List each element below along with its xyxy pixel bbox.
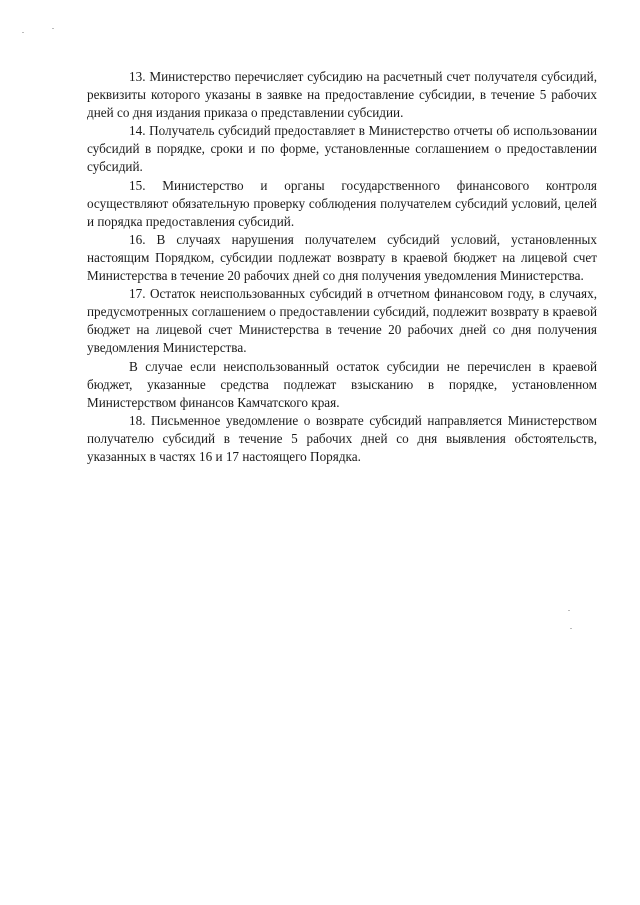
paragraph-13: 13. Министерство перечисляет субсидию на расчетный счет получателя субсидий, реквизиты которого указаны в заявке на предоставление субсидии, в течение 5 рабочих дней со дня издания приказа о представлении субсидии. [87,69,597,121]
scan-speck [52,28,54,29]
paragraph-18: 18. Письменное уведомление о возврате субсидий направляется Министерством получателю субсидий в течение 5 рабочих дней со дня выявления обстоятельств, указанных в частях 16 и 17 настоящего Порядка. [87,412,597,464]
paragraph-17: 17. Остаток неиспользованных субсидий в отчетном финансовом году, в случаях, предусмотренных соглашением о предоставлении субсидий, подлежит возврату в краевой бюджет на лицевой счет Министерства в течение 20 рабочих дней со дня получения уведомления Министерства. [87,286,597,356]
paragraph-14: 14. Получатель субсидий предоставляет в Министерство отчеты об использовании субсидий в порядке, сроки и по форме, установленные соглашением о предоставлении субсидий. [87,123,597,175]
scan-speck [568,610,570,611]
document-body [87,68,597,466]
scan-speck [570,628,572,629]
paragraph-17-continuation: В случае если неиспользованный остаток субсидии не перечислен в краевой бюджет, указанные средства подлежат взысканию в порядке, установленном Министерством финансов Камчатского края. [87,358,597,410]
paragraph-15: 15. Министерство и органы государственного финансового контроля осуществляют обязательную проверку соблюдения получателем субсидий условий, целей и порядка предоставления субсидий. [87,177,597,229]
scan-speck [22,32,24,33]
paragraph-16: 16. В случаях нарушения получателем субсидий условий, установленных настоящим Порядком, субсидии подлежат возврату в краевой бюджет на лицевой счет Министерства в течение 20 рабочих дней со дня получения уведомления Министерства. [87,231,597,284]
